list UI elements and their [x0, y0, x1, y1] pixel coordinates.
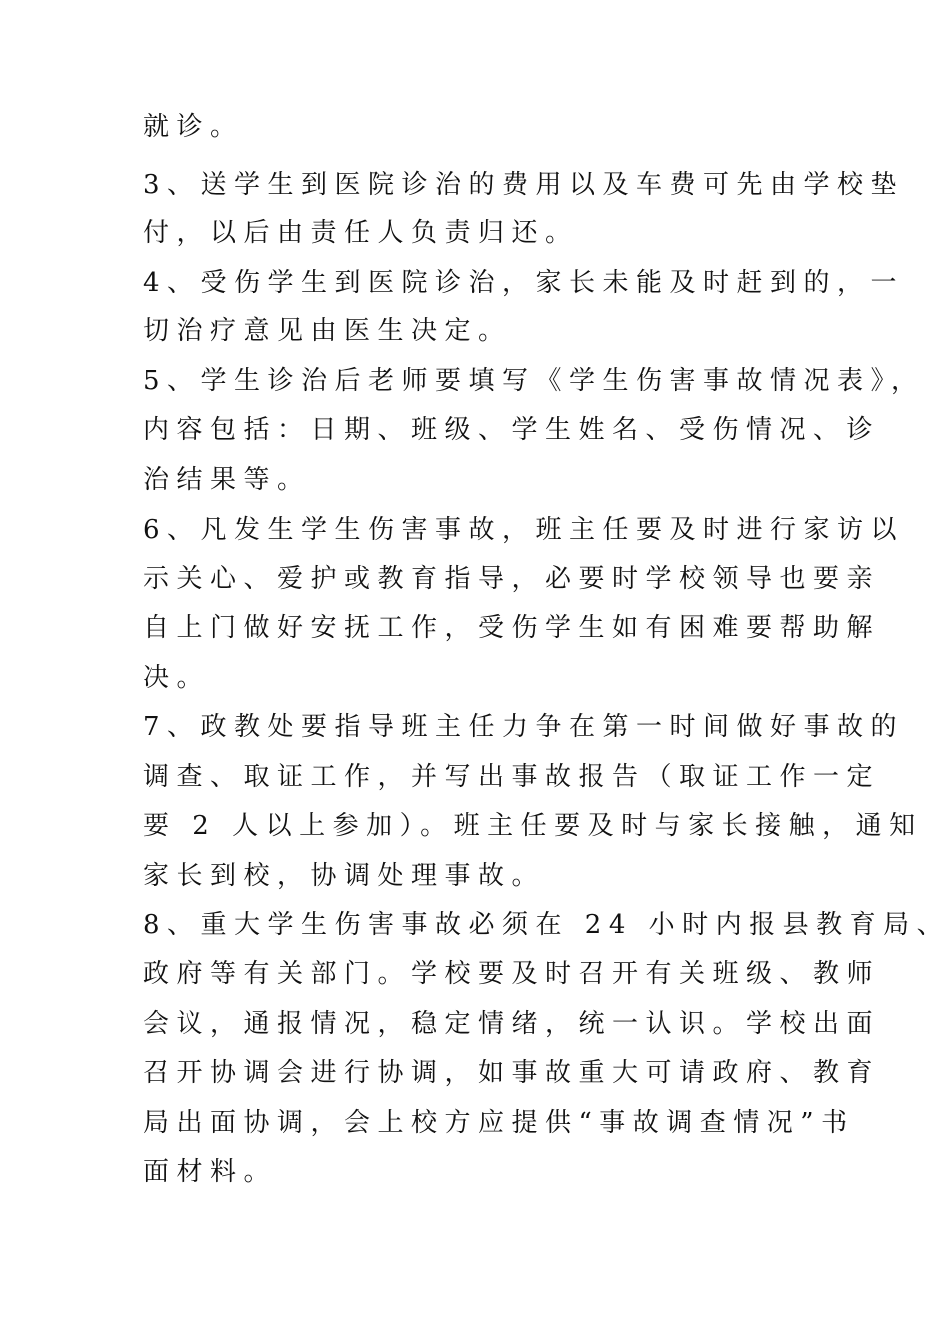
text-line: 决。	[143, 663, 211, 693]
text-line: 就诊。	[143, 112, 244, 142]
text-line: 要 2 人以上参加）。班主任要及时与家长接触，通知	[143, 811, 923, 841]
text-line: 家长到校，协调处理事故。	[143, 861, 546, 891]
text-line: 局出面协调，会上校方应提供“事故调查情况”书	[143, 1108, 855, 1138]
text-line: 7、政教处要指导班主任力争在第一时间做好事故的	[143, 712, 905, 742]
text-line: 6、凡发生学生伤害事故，班主任要及时进行家访以	[143, 515, 905, 545]
text-line: 召开协调会进行协调，如事故重大可请政府、教育	[143, 1058, 881, 1088]
text-line: 切治疗意见由医生决定。	[143, 316, 512, 346]
text-line: 5、学生诊治后老师要填写《学生伤害事故情况表》，	[143, 366, 925, 396]
text-line: 8、重大学生伤害事故必须在 24 小时内报县教育局、	[143, 910, 950, 940]
text-line: 面材料。	[143, 1157, 278, 1187]
text-line: 会议，通报情况，稳定情绪，统一认识。学校出面	[143, 1009, 881, 1039]
text-line: 4、受伤学生到医院诊治，家长未能及时赶到的，一	[143, 268, 905, 298]
text-line: 治结果等。	[143, 465, 311, 495]
text-line: 自上门做好安抚工作，受伤学生如有困难要帮助解	[143, 613, 881, 643]
text-line: 内容包括：日期、班级、学生姓名、受伤情况、诊	[143, 415, 881, 445]
text-line: 3、送学生到医院诊治的费用以及车费可先由学校垫	[143, 170, 905, 200]
text-line: 示关心、爱护或教育指导，必要时学校领导也要亲	[143, 564, 881, 594]
text-line: 政府等有关部门。学校要及时召开有关班级、教师	[143, 959, 881, 989]
text-line: 调查、取证工作，并写出事故报告（取证工作一定	[143, 762, 881, 792]
text-line: 付，以后由责任人负责归还。	[143, 218, 579, 248]
